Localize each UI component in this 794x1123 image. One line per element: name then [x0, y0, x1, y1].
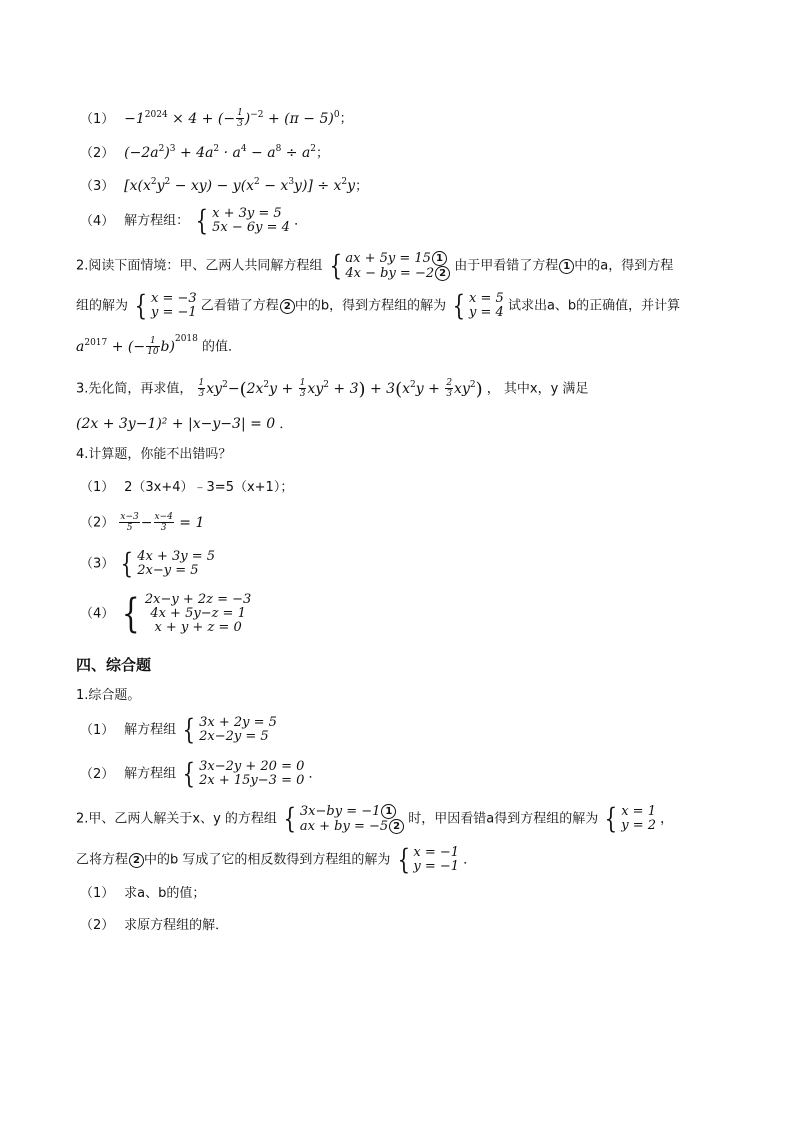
equation-system: { 3x−2y + 20 = 0 2x + 15y−3 = 0 [182, 757, 305, 790]
expression: $\frac{1}{3}$ $xy^2-(2x^2y$ + $\frac{1}{3}$ $xy^2 + 3) + 3(x^2y$ + $\frac{2}{3}$ $xy^2$) [198, 378, 483, 400]
calc-item-2: （2） $(-2a^2)^3 + 4a^2 \cdot a^4 - a^8 \div a^2$； [80, 143, 329, 164]
equation-system: { x + 3y = 5 5x − 6y = 4 [195, 204, 290, 237]
comprehensive-1-item-2: （2） 解方程组 { 3x−2y + 20 = 0 2x + 15y−3 = 0 ． [80, 757, 322, 790]
problem-4-item-1: （1） 2（3x+4）﹣3=5（x+1）； [80, 480, 294, 495]
item-label: （2） [80, 146, 115, 161]
problem-4-item-4: （4） { 2x−y + 2z = −3 4x + 5y−z = 1 x + y + z = 0 [80, 591, 252, 637]
expression: $(-2a^2)^3 + 4a^2 \cdot a^4 - a^8 \div a^2$ [124, 144, 317, 161]
circled-number-2: 2 [389, 819, 404, 834]
equation-system: { 4x + 3y = 5 2x−y = 5 [121, 547, 216, 580]
section-heading: 四、综合题 [76, 656, 152, 674]
expression: $[x(x^2y^2 - xy) - y(x^2 - x^3y)] \div x^2y$ [124, 177, 356, 194]
equation-system: { 3x−by = −1 1 ax + by = −5 2 [281, 804, 404, 834]
problem-2-line-1: 2.阅读下面情境：甲、乙两人共同解方程组 { ax + 5y = 15 1 4x − by = −2 2 由于甲看错了方程 1 中的a，得到方程 [76, 249, 674, 282]
comprehensive-problem-2-line-2: 乙将方程 2 中的b 写成了它的相反数得到方程组的解为 { x = −1 y = −1 ． [76, 843, 477, 876]
item-text: 解方程组： [124, 213, 190, 229]
item-label: （4） [80, 213, 115, 229]
expression: $\frac{x-3}{5}$ − $\frac{x-4}{3}$ = 1 [120, 512, 205, 533]
calc-item-4: （4） 解方程组： { x + 3y = 5 5x − 6y = 4 ． [80, 204, 308, 237]
problem-4-item-2: （2） $\frac{x-3}{5}$ − $\frac{x-4}{3}$ = 1 [80, 512, 205, 533]
comprehensive-2-item-1: （1） 求a、b的值； [80, 886, 206, 901]
circled-number-2: 2 [280, 299, 295, 314]
circled-number-2: 2 [129, 853, 144, 868]
comprehensive-problem-2-line-1: 2.甲、乙两人解关于x、y 的方程组 { 3x−by = −1 1 ax + by = −5 2 时，甲因看错a得到方程组的解为 { x = 1 y = 2 ， [76, 802, 674, 835]
equation-system: { 2x−y + 2z = −3 4x + 5y−z = 1 x + y + z = 0 [122, 591, 252, 637]
problem-2-line-2: 组的解为 { x = −3 y = −1 乙看错了方程 2 中的b，得到方程组的解为 { x = 5 y = 4 试求出a、b的正确值，并计算 [76, 289, 681, 322]
problem-3-line-1: 3.先化简，再求值， $\frac{1}{3}$ $xy^2-(2x^2y$ + $\frac{1}{3}$ $xy^2 + 3) + 3(x^2y$ + $\frac{2}{3}$ $xy^2$) ， 其中x，y 满足 [76, 378, 589, 400]
comprehensive-2-item-2: （2） 求原方程组的解． [80, 918, 229, 933]
solution-system: { x = −3 y = −1 [134, 289, 197, 322]
equation-system: { 3x + 2y = 5 2x−2y = 5 [182, 713, 277, 746]
expression: $a^{2017}$ + (− $\frac{1}{10}$ b)$^{2018}$ [76, 333, 198, 357]
solution-system: { x = 1 y = 2 [605, 802, 656, 835]
equation-system: { ax + 5y = 15 1 4x − by = −2 2 [327, 251, 451, 281]
solution-system: { x = −1 y = −1 [397, 843, 460, 876]
comprehensive-1-item-1: （1） 解方程组 { 3x + 2y = 5 2x−2y = 5 [80, 713, 277, 746]
comprehensive-problem-1-title: 1.综合题。 [76, 688, 141, 703]
item-label: （3） [80, 179, 115, 194]
problem-4-item-3: （3） { 4x + 3y = 5 2x−y = 5 [80, 547, 216, 580]
calc-item-3: （3） $[x(x^2y^2 - xy) - y(x^2 - x^3y)] \div x^2y$； [80, 176, 368, 197]
solution-system: { x = 5 y = 4 [452, 289, 504, 322]
circled-number-1: 1 [381, 804, 396, 819]
condition: (2x + 3y−1)² + |x−y−3| = 0 [76, 416, 276, 432]
calc-item-1: $(1) -1^{2024} \times 4$ + (− $\frac{1}{3}$ )$^{-2} + (\pi - 5)^0$； [80, 108, 353, 129]
problem-3-line-2: (2x + 3y−1)² + |x−y−3| = 0 ． [76, 416, 293, 432]
circled-number-1: 1 [432, 251, 447, 266]
expression: $-1^{2024} \times 4$ + (− $\frac{1}{3}$ )$^{-2} + (\pi - 5)^0$ [124, 108, 340, 129]
problem-2-line-3: $a^{2017}$ + (− $\frac{1}{10}$ b)$^{2018}$ 的值． [76, 333, 242, 357]
circled-number-1: 1 [559, 259, 574, 274]
problem-4-title: 4.计算题，你能不出错吗？ [76, 447, 232, 462]
item-label: （1） [80, 111, 115, 127]
circled-number-2: 2 [435, 266, 450, 281]
